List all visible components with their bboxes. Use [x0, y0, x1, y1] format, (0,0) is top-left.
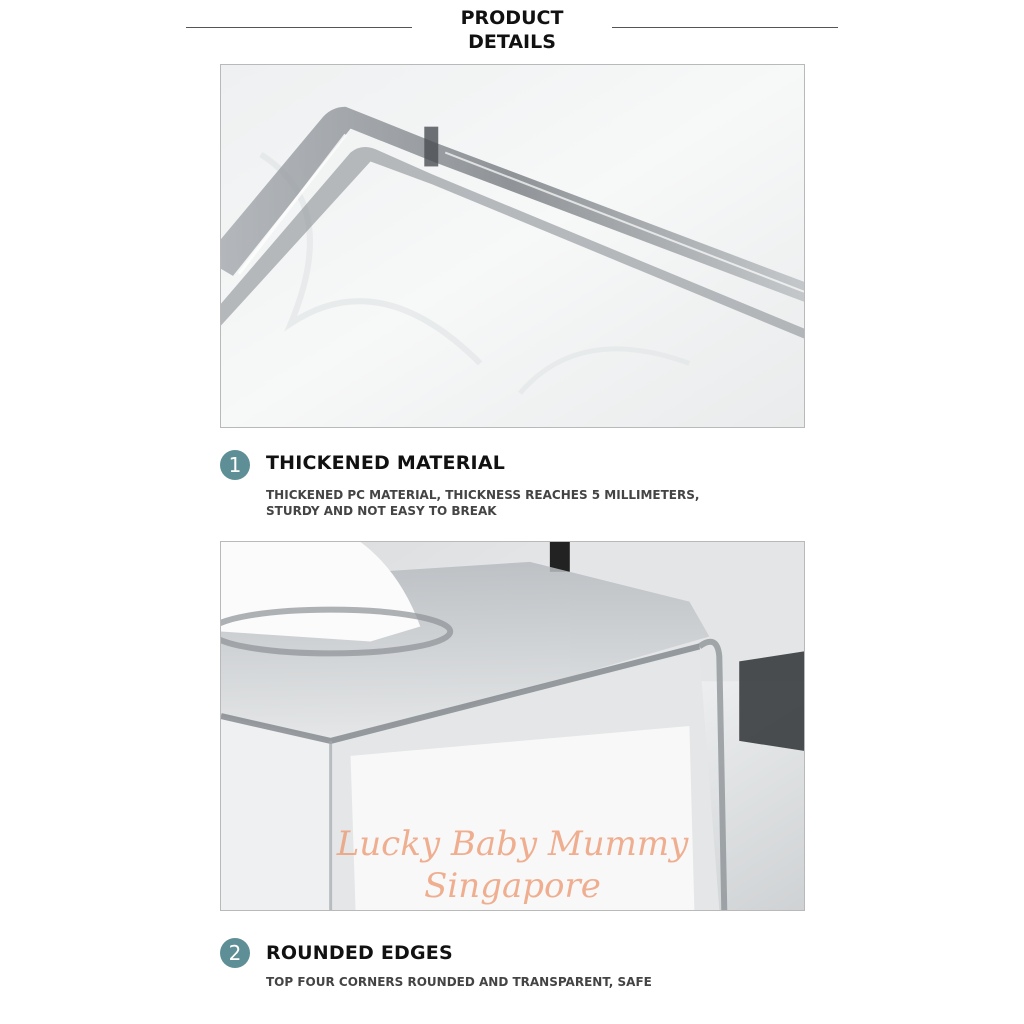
- feature-number-badge-1: 1: [220, 450, 250, 480]
- product-photo-corner: [220, 64, 805, 428]
- header-rule-right: [612, 27, 838, 28]
- corner-photo-art: [221, 65, 804, 427]
- feature-description-1-line2: STURDY AND NOT EASY TO BREAK: [266, 504, 497, 518]
- watermark-line1: Lucky Baby Mummy: [336, 824, 689, 864]
- feature-number-badge-2: 2: [220, 938, 250, 968]
- feature-title-1: THICKENED MATERIAL: [266, 452, 506, 474]
- feature-description-2: TOP FOUR CORNERS ROUNDED AND TRANSPARENT, SAFE: [266, 975, 652, 989]
- feature-title-2: ROUNDED EDGES: [266, 942, 453, 964]
- section-title-line1: PRODUCT: [460, 7, 564, 29]
- section-title-line2: DETAILS: [468, 31, 556, 53]
- feature-description-1: [266, 487, 786, 519]
- feature-description-1-line1: THICKENED PC MATERIAL, THICKNESS REACHES 5 MILLIMETERS,: [266, 488, 700, 502]
- header-rule-left: [186, 27, 412, 28]
- watermark-line2: Singapore: [424, 866, 601, 906]
- section-title: [412, 6, 612, 54]
